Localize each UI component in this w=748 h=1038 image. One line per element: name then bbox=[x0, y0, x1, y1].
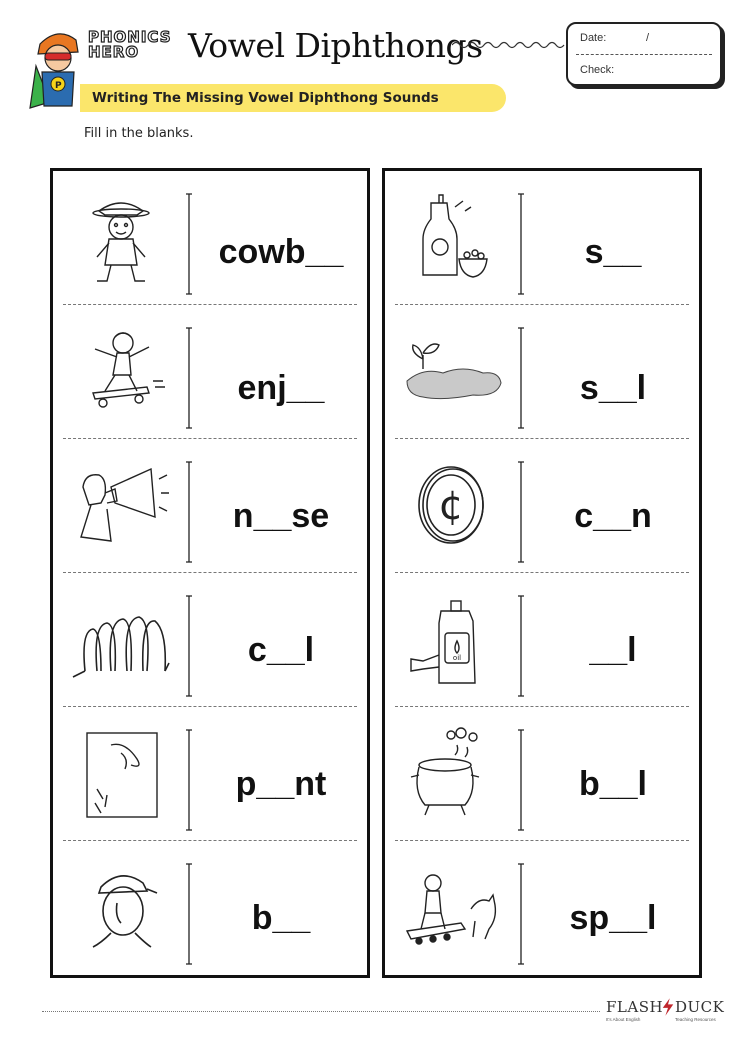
date-label: Date: bbox=[580, 32, 607, 44]
answer-divider bbox=[185, 729, 193, 831]
answer-divider bbox=[517, 193, 525, 295]
soil-icon bbox=[403, 323, 503, 421]
logo-text-left: FLASH bbox=[606, 998, 664, 1016]
date-check-box bbox=[566, 22, 722, 86]
answer-divider bbox=[517, 595, 525, 697]
exercise-item bbox=[385, 707, 699, 841]
exercise-item bbox=[385, 439, 699, 573]
answer-divider bbox=[185, 327, 193, 429]
soy-sauce-icon bbox=[403, 189, 503, 287]
word-blank: sp__l bbox=[569, 899, 657, 937]
answer-divider bbox=[185, 863, 193, 965]
word-blank: c__l bbox=[247, 631, 315, 669]
word-blank: enj__ bbox=[237, 369, 325, 407]
word-blank: p__nt bbox=[235, 765, 327, 803]
date-divider bbox=[576, 54, 712, 55]
answer-divider bbox=[517, 461, 525, 563]
boiling-pot-icon bbox=[403, 725, 503, 823]
svg-text:P: P bbox=[55, 81, 62, 91]
exercise-item bbox=[53, 305, 367, 439]
flashduck-logo bbox=[606, 998, 724, 1028]
exercise-item bbox=[385, 171, 699, 305]
exercise-item bbox=[385, 573, 699, 707]
brand-logo bbox=[88, 30, 180, 60]
answer-divider bbox=[517, 327, 525, 429]
brand-line-2: HERO bbox=[88, 43, 140, 61]
logo-tagline-left: It's About English bbox=[606, 1017, 641, 1022]
megaphone-icon bbox=[71, 457, 171, 555]
exercise-item bbox=[53, 573, 367, 707]
banner-text: Writing The Missing Vowel Diphthong Sounds bbox=[92, 90, 439, 106]
right-word-panel bbox=[382, 168, 702, 978]
oil-can-icon bbox=[403, 591, 503, 689]
answer-divider bbox=[185, 595, 193, 697]
exercise-item bbox=[53, 171, 367, 305]
exercise-item bbox=[385, 305, 699, 439]
boy-icon bbox=[71, 859, 171, 957]
paint-icon bbox=[71, 725, 171, 823]
cowboy-icon bbox=[71, 189, 171, 287]
word-blank: s__ bbox=[584, 233, 642, 271]
subtitle-banner bbox=[80, 84, 506, 112]
answer-divider bbox=[517, 729, 525, 831]
word-blank: n__se bbox=[232, 497, 330, 535]
word-blank: b__ bbox=[251, 899, 311, 937]
coin-symbol: ¢ bbox=[438, 483, 464, 529]
coil-icon bbox=[71, 591, 171, 689]
logo-tagline-right: Teaching Resources bbox=[675, 1017, 716, 1022]
page-title: Vowel Diphthongs bbox=[188, 26, 483, 65]
left-word-panel bbox=[50, 168, 370, 978]
word-blank: __l bbox=[589, 631, 637, 669]
footer-rule bbox=[42, 1011, 600, 1012]
word-blank: c__n bbox=[574, 497, 652, 535]
answer-divider bbox=[517, 863, 525, 965]
squiggle-decoration bbox=[452, 38, 568, 52]
date-separator: / bbox=[646, 32, 650, 44]
exercise-item bbox=[53, 439, 367, 573]
skateboarder-icon bbox=[71, 323, 171, 421]
exercise-item bbox=[53, 707, 367, 841]
lightning-icon bbox=[661, 997, 675, 1017]
coin-icon bbox=[403, 457, 503, 555]
exercise-item bbox=[53, 841, 367, 975]
answer-divider bbox=[185, 461, 193, 563]
exercise-item bbox=[385, 841, 699, 975]
word-blank: b__l bbox=[578, 765, 648, 803]
instructions: Fill in the blanks. bbox=[84, 126, 194, 141]
word-blank: s__l bbox=[579, 369, 647, 407]
check-label: Check: bbox=[580, 64, 615, 76]
spoil-icon bbox=[403, 859, 503, 957]
logo-text-right: DUCK bbox=[675, 998, 725, 1016]
brand-line-1: PHONICS bbox=[88, 28, 172, 46]
word-blank: cowb__ bbox=[218, 233, 344, 271]
answer-divider bbox=[185, 193, 193, 295]
superhero-mascot-icon bbox=[28, 26, 86, 114]
can-label: oil bbox=[452, 654, 462, 662]
